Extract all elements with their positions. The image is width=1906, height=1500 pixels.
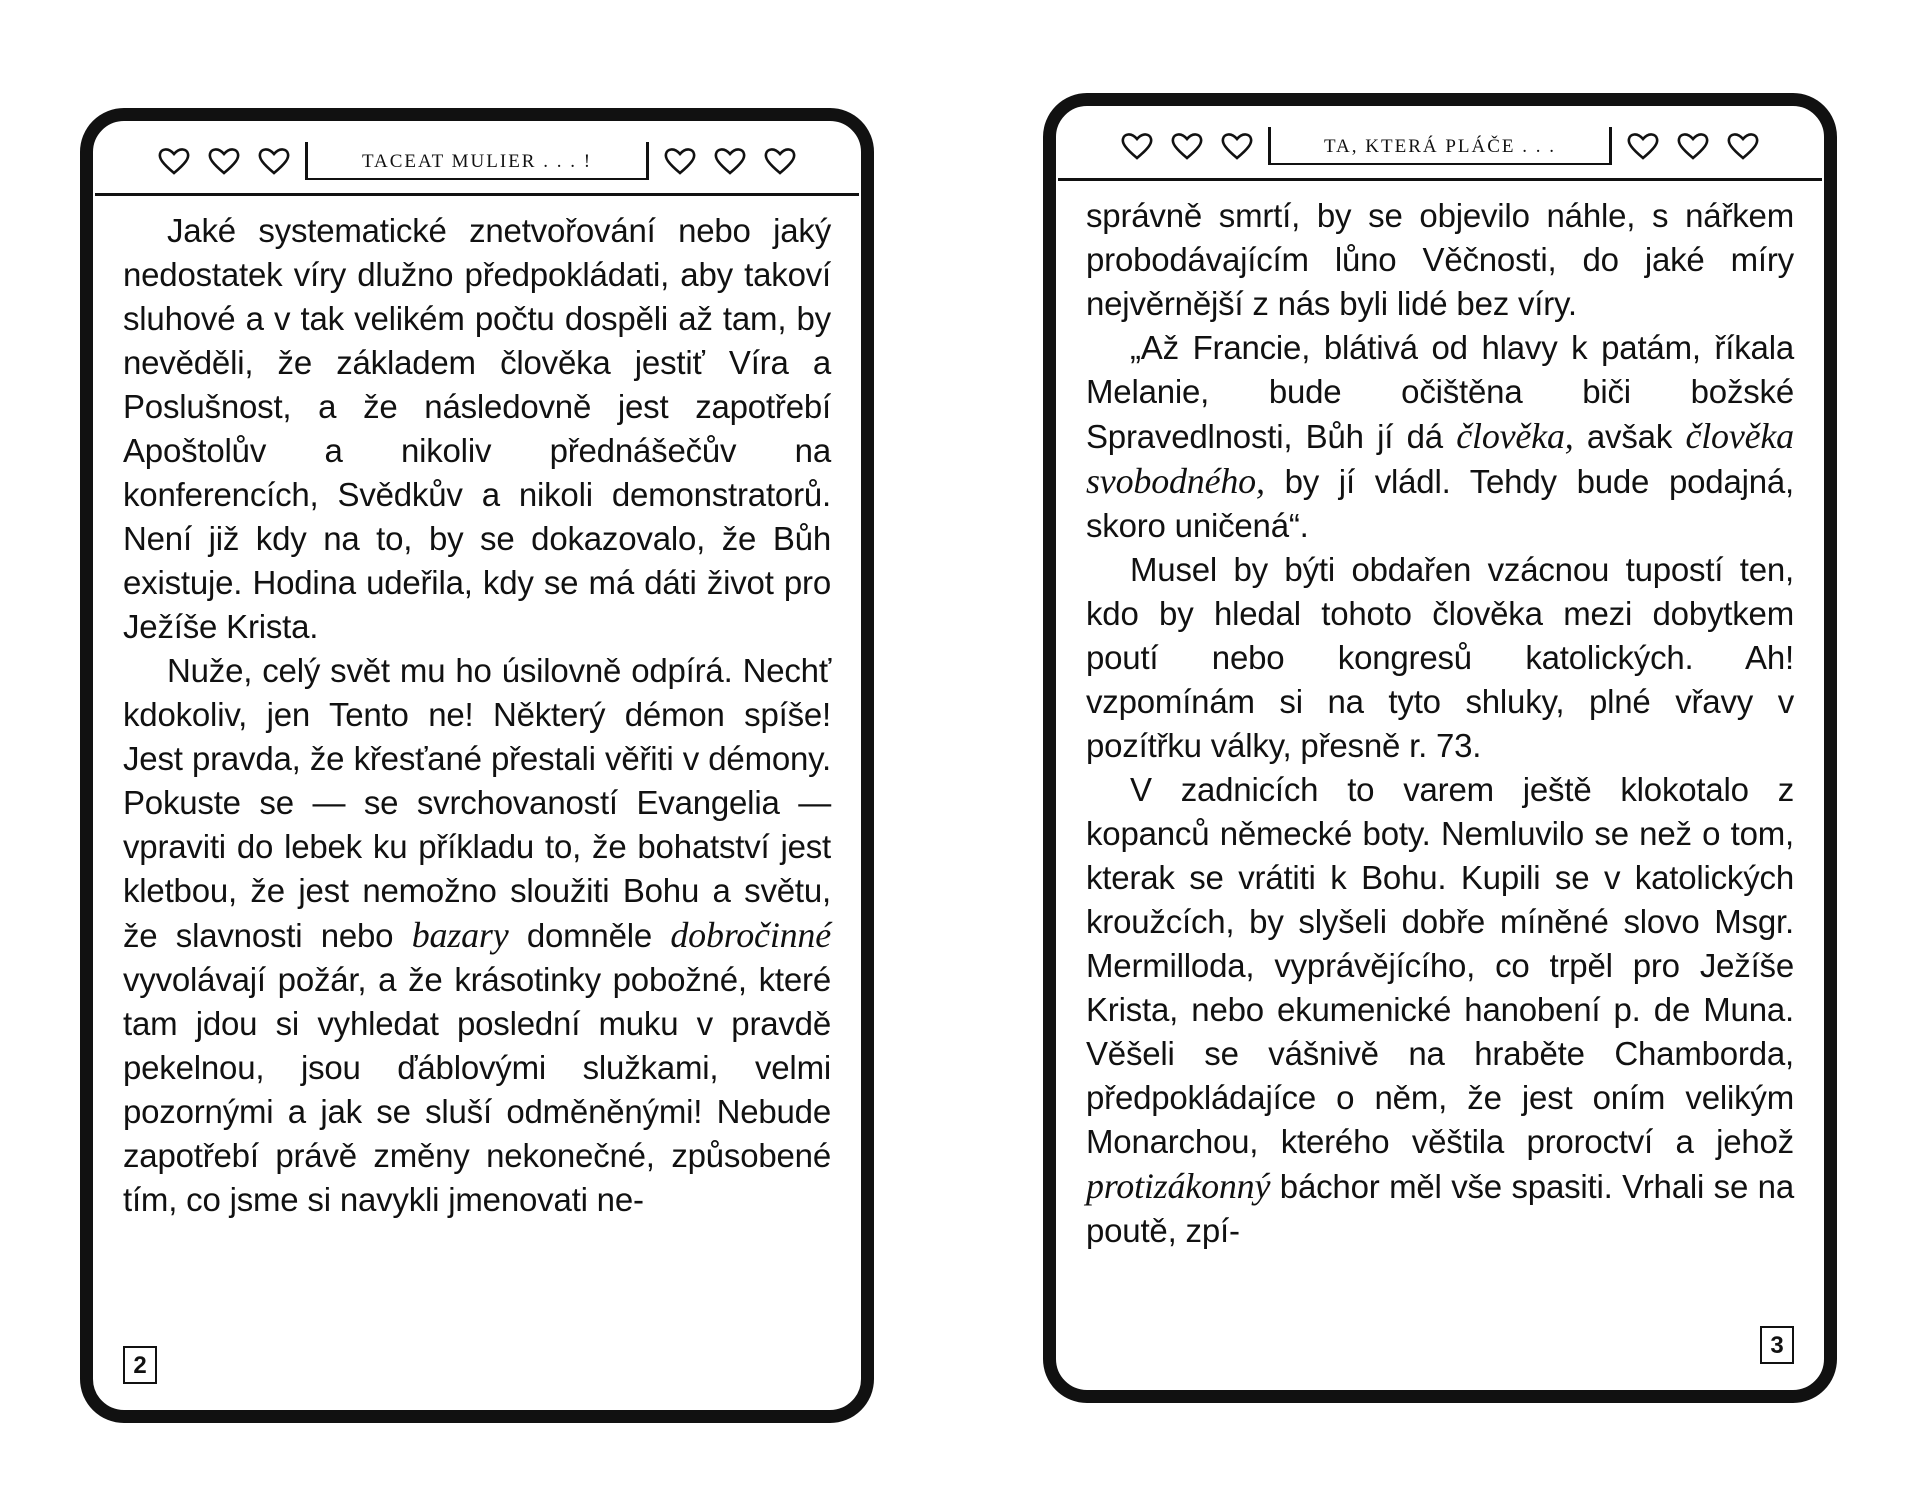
text-run: by jí vládl. Tehdy bude podajná, skoro uničená“. xyxy=(1086,463,1794,544)
text-run: vyvolávají požár, a že krásotinky pobožné, které tam jdou si vyhledat poslední muku v pravdě pekelnou, jsou ďáblovými služkami, velmi pozornými a jak se sluší odměněnými! Nebude zapotřebí právě změny nekonečné, způsobené tím, co jsme si navykli jmenovati ne- xyxy=(123,961,831,1218)
heart-outline-icon xyxy=(1170,131,1204,161)
paragraph xyxy=(1086,768,1794,1253)
heart-outline-icon xyxy=(1120,131,1154,161)
italic-text: protizákonný xyxy=(1086,1166,1271,1206)
running-title: TACEAT MULIER . . . ! xyxy=(305,142,649,180)
text-run: Jaké systematické znetvořování nebo jaký nedostatek víry dlužno předpokládati, aby takoví sluhové a v tak velikém počtu dospěli až tam, by nevěděli, že základem člověka jestiť Víra a Poslušnost, a že následovně jest zapotřebí Apoštolův a nikoliv přednášečův na konferencích, Svědkův a nikoli demonstratorů. Není již kdy na to, by se dokazovalo, že Bůh existuje. Hodina udeřila, kdy se má dáti život pro Ježíše Krista. xyxy=(123,212,831,645)
paragraph xyxy=(1086,548,1794,768)
left-page xyxy=(80,108,874,1423)
text-run: domněle xyxy=(508,917,671,954)
italic-text: člověka, xyxy=(1456,416,1574,456)
text-run: Nuže, celý svět mu ho úsilovně odpírá. Nechť kdokoliv, jen Tento ne! Některý démon spíše! Jest pravda, že křesťané přestali věřiti v démony. Pokuste se — se svrchovaností Evangelia — vpraviti do lebek ku příkladu to, že bohatství jest kletbou, že jest nemožno sloužiti Bohu a světu, že slavnosti nebo xyxy=(123,652,831,954)
text-run: V zadnicích to varem ještě klokotalo z kopanců německé boty. Nemluvilo se než o tom, kterak se vrátiti k Bohu. Kupili se v katolických kroužcích, by slyšeli dobře míněné slovo Msgr. Mermilloda, vyprávějícího, co trpěl pro Ježíše Krista, nebo ekumenické hanobení p. de Muna. Věšeli se vášnivě na hraběte Chamborda, předpokládajíce o něm, že jest oním velikým Monarchou, kterého věštila proroctví a jehož xyxy=(1086,771,1794,1160)
paragraph xyxy=(1086,326,1794,548)
paragraph xyxy=(1086,194,1794,326)
paragraph xyxy=(123,649,831,1222)
right-page xyxy=(1043,93,1837,1403)
running-header xyxy=(93,135,861,187)
heart-outline-icon xyxy=(207,146,241,176)
heart-outline-icon xyxy=(1726,131,1760,161)
heart-ornaments-left xyxy=(1120,131,1254,161)
running-title: TA, KTERÁ PLÁČE . . . xyxy=(1268,127,1612,165)
paragraph xyxy=(123,209,831,649)
heart-outline-icon xyxy=(713,146,747,176)
heart-ornaments-right xyxy=(1626,131,1760,161)
body-text xyxy=(123,209,831,1222)
header-rule xyxy=(1058,178,1822,181)
heart-outline-icon xyxy=(1220,131,1254,161)
text-run: správně smrtí, by se objevilo náhle, s nářkem probodávajícím lůno Věčnosti, do jaké míry nejvěrnější z nás byli lidé bez víry. xyxy=(1086,197,1794,322)
heart-outline-icon xyxy=(1676,131,1710,161)
italic-text: dobročinné xyxy=(670,915,832,955)
page-number: 3 xyxy=(1760,1326,1794,1364)
running-header xyxy=(1056,120,1824,172)
text-run: „Až Francie, blátivá od hlavy k patám, říkala Melanie, bude očištěna biči božské Spravedlnosti, Bůh jí dá xyxy=(1086,329,1794,455)
page-number: 2 xyxy=(123,1346,157,1384)
italic-text: bazary xyxy=(411,915,509,955)
heart-outline-icon xyxy=(1626,131,1660,161)
body-text xyxy=(1086,194,1794,1253)
italic-text: člověka svobodného, xyxy=(1086,416,1794,501)
text-run: Musel by býti obdařen vzácnou tupostí ten, kdo by hledal tohoto člověka mezi dobytkem poutí nebo kongresů katolických. Ah! vzpomínám si na tyto shluky, plné vřavy v pozítřku války, přesně r. 73. xyxy=(1086,551,1794,764)
heart-outline-icon xyxy=(257,146,291,176)
text-run: báchor měl vše spasiti. Vrhali se na poutě, zpí- xyxy=(1086,1168,1794,1249)
text-run: avšak xyxy=(1573,418,1686,455)
heart-ornaments-left xyxy=(157,146,291,176)
heart-outline-icon xyxy=(663,146,697,176)
heart-outline-icon xyxy=(763,146,797,176)
heart-ornaments-right xyxy=(663,146,797,176)
heart-outline-icon xyxy=(157,146,191,176)
header-rule xyxy=(95,193,859,196)
